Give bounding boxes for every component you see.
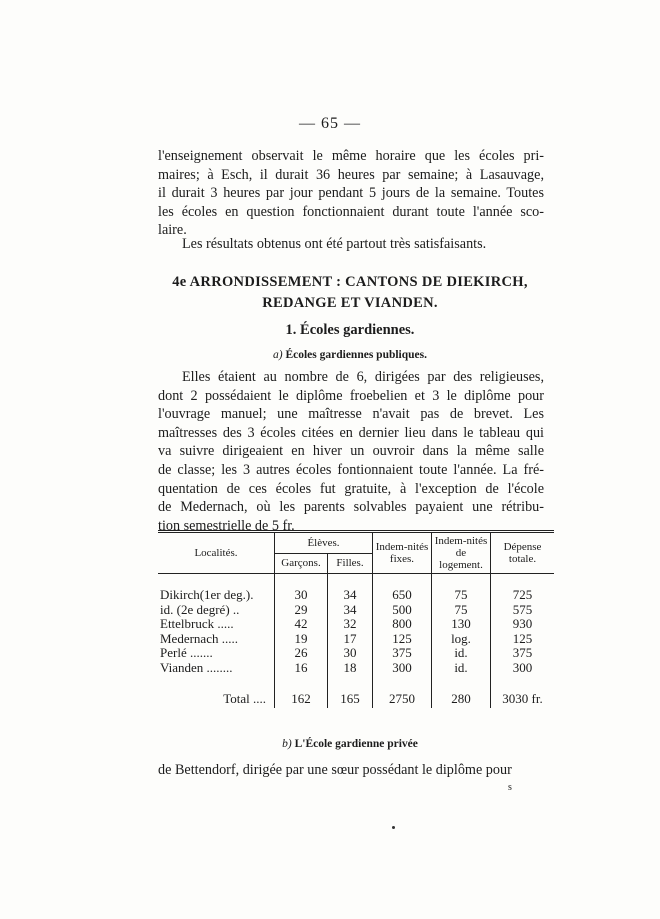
- cell-fixes: 500: [373, 603, 432, 618]
- cell-localite: Medernach .....: [160, 630, 238, 646]
- header-filles: Filles.: [328, 553, 373, 573]
- cell-garcons: 26: [275, 646, 328, 661]
- cell-logement: 75: [432, 588, 491, 603]
- sub-b-text: L'École gardienne privée: [294, 738, 418, 750]
- table-row: [158, 632, 554, 647]
- cell-total: 930: [491, 617, 555, 632]
- cell-localite: id. (2e degré) ..: [160, 601, 240, 617]
- header-garcons: Garçons.: [275, 553, 328, 573]
- cell-garcons: 19: [275, 632, 328, 647]
- text-line: maîtresses des 3 écoles citées en dernier lieu dans le tableau qui: [158, 424, 544, 441]
- text-line: Elles étaient au nombre de 6, dirigées par des religieuses,: [182, 369, 544, 385]
- signature-mark: s: [508, 782, 512, 793]
- cell-logement: id.: [432, 646, 491, 661]
- header-eleves: Élèves.: [275, 532, 373, 554]
- cell-localite: Ettelbruck .....: [160, 616, 234, 632]
- cell-logement: 75: [432, 603, 491, 618]
- cell-total-label: Total ....: [223, 690, 266, 706]
- cell-logement: 130: [432, 617, 491, 632]
- text-line: dont 2 possédaient le diplôme froebelien et 3 le diplôme pour: [158, 387, 544, 404]
- cell-total: 575: [491, 603, 555, 618]
- table-row: [158, 661, 554, 676]
- cell-garcons: 29: [275, 603, 328, 618]
- cell-total-filles: 165: [328, 690, 373, 708]
- cell-fixes: 375: [373, 646, 432, 661]
- text-line: les écoles en question fonctionnaient durant toute l'année sco-: [158, 203, 544, 220]
- ink-dot: [392, 826, 395, 829]
- text-line: de classe; les 3 autres écoles fontionnaient toute l'année. La fré-: [158, 461, 544, 478]
- cell-total: 375: [491, 646, 555, 661]
- continuation-line: de Bettendorf, dirigée par une sœur possédant le diplôme pour: [158, 762, 512, 778]
- table-row: [158, 646, 554, 661]
- sub-heading: 1. Écoles gardiennes.: [285, 322, 415, 338]
- results-sentence: Les résultats obtenus ont été partout très satisfaisants.: [182, 236, 487, 252]
- subsub-text: Écoles gardiennes publiques.: [285, 349, 427, 361]
- table-row: [158, 603, 554, 618]
- cell-filles: 30: [328, 646, 373, 661]
- cell-logement: id.: [432, 661, 491, 676]
- header-indemnites-fixes: Indem-nités fixes.: [373, 532, 432, 574]
- cell-fixes: 650: [373, 588, 432, 603]
- page-number: — 65 —: [299, 115, 361, 132]
- cell-fixes: 125: [373, 632, 432, 647]
- sub-heading-b: [150, 738, 550, 750]
- table-row: [158, 588, 554, 603]
- cell-garcons: 30: [275, 588, 328, 603]
- section-heading-line: 4e ARRONDISSEMENT : CANTONS DE DIEKIRCH,: [172, 274, 528, 290]
- text-line: il durait 3 heures par jour pendant 5 jours de la semaine. Toutes: [158, 185, 544, 202]
- text-line: quentation de ces écoles fut gratuite, à l'exception de l'école: [158, 480, 544, 497]
- cell-localite: Vianden ........: [160, 659, 233, 675]
- subsub-heading: [150, 349, 550, 361]
- text-line: maires; à Esch, il durait 36 heures par semaine; à Lasauvage,: [158, 166, 544, 183]
- cell-filles: 34: [328, 603, 373, 618]
- section-heading: [150, 272, 550, 314]
- header-depense-totale: Dépense totale.: [491, 532, 555, 574]
- text-line: tion semestrielle de 5 fr.: [158, 517, 295, 534]
- cell-localite: Dikirch(1er deg.).: [160, 587, 254, 602]
- subsub-prefix: a): [272, 349, 283, 361]
- cell-localite: Perlé .......: [160, 645, 213, 661]
- table-total-row: [158, 690, 554, 708]
- table-row: [158, 617, 554, 632]
- cell-fixes: 300: [373, 661, 432, 676]
- header-localites: Localités.: [158, 532, 275, 574]
- cell-filles: 18: [328, 661, 373, 676]
- section-heading-line: REDANGE ET VIANDEN.: [262, 295, 438, 311]
- cell-filles: 34: [328, 588, 373, 603]
- cell-logement: log.: [432, 632, 491, 647]
- cell-total-logement: 280: [432, 690, 491, 708]
- cell-filles: 17: [328, 632, 373, 647]
- text-line: va suivre dirigeaient en hiver un ouvroir dans la même salle: [158, 443, 544, 460]
- cell-garcons: 16: [275, 661, 328, 676]
- cell-total-garcons: 162: [275, 690, 328, 708]
- text-line: l'ouvrage manuel; une maîtresse n'avait pas de brevet. Les: [158, 406, 544, 423]
- sub-b-prefix: b): [282, 738, 292, 750]
- ecoles-table: [158, 530, 554, 708]
- text-line: l'enseignement observait le même horaire que les écoles pri-: [158, 148, 544, 164]
- cell-total: 725: [491, 588, 555, 603]
- cell-filles: 32: [328, 617, 373, 632]
- header-indemnites-logement: Indem-nités de logement.: [432, 532, 491, 574]
- text-line: de Medernach, où les parents solvables payaient une rétribu-: [158, 499, 544, 516]
- cell-total-depense: 3030 fr.: [491, 690, 555, 708]
- paragraph-intro: [158, 147, 544, 240]
- cell-total: 300: [491, 661, 555, 676]
- cell-total-fixes: 2750: [373, 690, 432, 708]
- cell-garcons: 42: [275, 617, 328, 632]
- cell-fixes: 800: [373, 617, 432, 632]
- text-line: laire.: [158, 222, 187, 239]
- paragraph-ecoles: [158, 368, 544, 535]
- cell-total: 125: [491, 632, 555, 647]
